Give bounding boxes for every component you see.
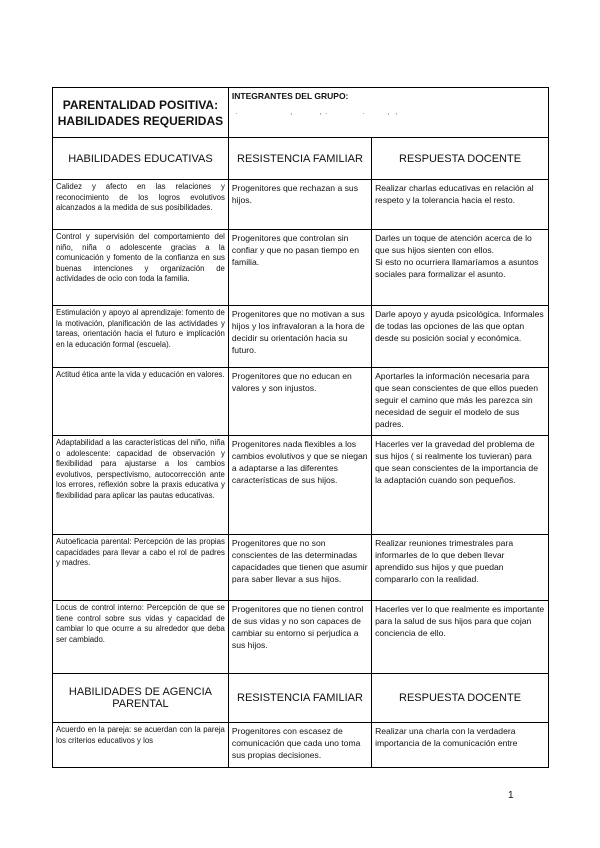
skill-cell: Adaptabilidad a las características del niño, niña o adolescente: capacidad de observación y flexibilidad para ajustarse a los cambios evolutivos, perspectivismo, autocorrección ante los errores, reflexión sobre la praxis educativa y flexibilidad para aplicar las pautas educativas. (53, 436, 229, 535)
title-line-2: HABILIDADES REQUERIDAS (57, 113, 224, 128)
group-members-cell (228, 88, 548, 138)
skill-cell: Control y supervisión del comportamiento del niño, niña o adolescente gracias a la comunicación y fomento de la confianza en sus buenas intenciones y organización de actividades de ocio con toda la familia. (53, 230, 229, 306)
table-row (53, 535, 549, 601)
table-row (53, 436, 549, 535)
resistance-cell: Progenitores que no motivan a sus hijos y los infravaloran a la hora de decidir su orientación hacia su futuro. (228, 306, 371, 368)
skill-cell: Acuerdo en la pareja: se acuerdan con la pareja los criterios educativos y los (53, 723, 229, 768)
title-row (53, 88, 549, 138)
skill-cell: Locus de control interno: Percepción de que se tiene control sobre sus vidas y capacidad de cambiar lo que ocurre a su alrededor que deba ser cambiado. (53, 601, 229, 674)
resistance-cell: Progenitores con escasez de comunicación que cada uno toma sus propias decisiones. (228, 723, 371, 768)
group-members-names: . , , . . , , (231, 109, 398, 116)
table-row (53, 180, 549, 230)
column-header-resistance: RESISTENCIA FAMILIAR (228, 674, 371, 723)
parenting-skills-table (52, 87, 549, 768)
column-header-resistance: RESISTENCIA FAMILIAR (228, 138, 371, 180)
column-header-response: RESPUESTA DOCENTE (372, 674, 549, 723)
response-cell: Realizar una charla con la verdadera importancia de la comunicación entre (372, 723, 549, 768)
resistance-cell: Progenitores que no son conscientes de las determinadas capacidades que tienen que asumir para saber llevar a sus hijos. (228, 535, 371, 601)
section-header-row (53, 674, 549, 723)
resistance-cell: Progenitores que controlan sin confiar y que no pasan tiempo en familia. (228, 230, 371, 306)
table-row (53, 230, 549, 306)
skill-cell: Estimulación y apoyo al aprendizaje: fomento de la motivación, planificación de las actividades y tareas, orientación hacia el futuro e implicación en la educación formal (escuela). (53, 306, 229, 368)
table-row (53, 368, 549, 436)
document-title (53, 88, 229, 138)
response-cell: Realizar charlas educativas en relación al respeto y la tolerancia hacia el resto. (372, 180, 549, 230)
response-cell: Hacerles ver la gravedad del problema de sus hijos ( si realmente los tuvieran) para que sean conscientes de la importancia de la adaptación cuando son pequeños. (372, 436, 549, 535)
response-text: Darles un toque de atención acerca de lo que sus hijos sienten con ellos. (375, 233, 532, 255)
skill-cell: Actitud ética ante la vida y educación en valores. (53, 368, 229, 436)
resistance-cell: Progenitores nada flexibles a los cambios evolutivos y que se niegan a adaptarse a las diferentes características de sus hijos. (228, 436, 371, 535)
response-cell: Darle apoyo y ayuda psicológica. Informales de todas las opciones de las que optan desde su posición social y económica. (372, 306, 549, 368)
section-header-row (53, 138, 549, 180)
table-row (53, 723, 549, 768)
resistance-cell: Progenitores que no educan en valores y son injustos. (228, 368, 371, 436)
response-cell: Aportarles la información necesaria para que sean conscientes de que ellos pueden seguir el camino que más les parezca sin necesidad de seguir el modelo de sus padres. (372, 368, 549, 436)
column-header-response: RESPUESTA DOCENTE (372, 138, 549, 180)
resistance-cell: Progenitores que rechazan a sus hijos. (228, 180, 371, 230)
response-text-followup: Si esto no ocurriera llamaríamos a asuntos sociales para formalizar el asunto. (375, 257, 539, 279)
column-header-agency: HABILIDADES DE AGENCIA PARENTAL (53, 674, 229, 723)
title-line-1: PARENTALIDAD POSITIVA: (62, 97, 219, 112)
table-row (53, 601, 549, 674)
column-header-skills: HABILIDADES EDUCATIVAS (53, 138, 229, 180)
skill-cell: Calidez y afecto en las relaciones y reconocimiento de los logros evolutivos alcanzados a la medida de sus posibilidades. (53, 180, 229, 230)
response-cell (372, 230, 549, 306)
group-members-label: INTEGRANTES DEL GRUPO: (231, 91, 349, 101)
skill-cell: Autoeficacia parental: Percepción de las propias capacidades para llevar a cabo el rol de padres y madres. (53, 535, 229, 601)
response-cell: Realizar reuniones trimestrales para informarles de lo que deben llevar aprendido sus hijos y que puedan compararlo con la realidad. (372, 535, 549, 601)
response-cell: Hacerles ver lo que realmente es importante para la salud de sus hijos para que cojan conciencia de ello. (372, 601, 549, 674)
page-number: 1 (508, 790, 514, 801)
table-row (53, 306, 549, 368)
resistance-cell: Progenitores que no tienen control de sus vidas y no son capaces de cambiar su entorno si perjudica a sus hijos. (228, 601, 371, 674)
